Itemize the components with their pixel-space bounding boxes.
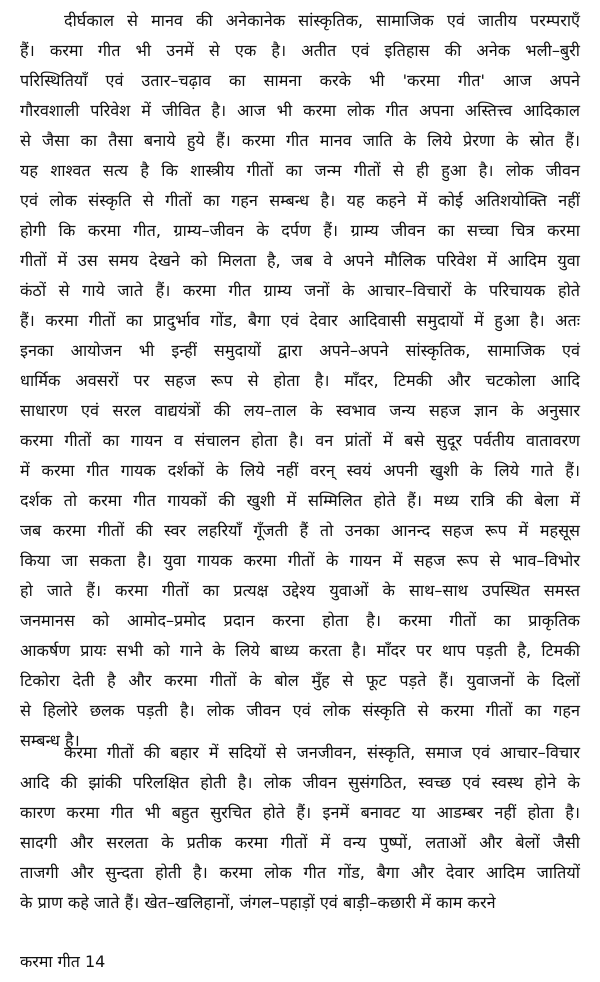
- text-line: परिस्थितियाँ एवं उतार–चढ़ाव का सामना करके भी 'करमा गीत' आज अपने: [20, 71, 580, 90]
- text-line: ताजगी और सुन्दता होती है। करमा लोक गीत गोंड, बैगा और देवार आदिम जातियों: [20, 863, 580, 882]
- text-line: से हिलोरे छलक पड़ती है। लोक जीवन एवं लोक संस्कृति से करमा गीतों का गहन: [20, 701, 580, 720]
- text-line: दीर्घकाल से मानव की अनेकानेक सांस्कृतिक, सामाजिक एवं जातीय परम्पराएँ: [64, 11, 580, 30]
- text-line: करमा गीतों की बहार में सदियों से जनजीवन, संस्कृति, समाज एवं आचार–विचार: [64, 743, 580, 762]
- text-line: किया जा सकता है। युवा गायक करमा गीतों के गायन में सहज रूप से भाव–विभोर: [20, 551, 580, 570]
- text-line: के प्राण कहे जाते हैं। खेत–खलिहानों, जंगल–पहाड़ों एवं बाड़ी–कछारी में काम करने: [20, 893, 496, 912]
- text-line: गीतों में उस समय देखने को मिलता है, जब वे अपने मौलिक परिवेश में आदिम युवा: [20, 251, 580, 270]
- text-line: दर्शक तो करमा गीत गायकों की खुशी में सम्मिलित होते हैं। मध्य रात्रि की बेला में: [20, 491, 580, 510]
- text-line: होगी कि करमा गीत, ग्राम्य–जीवन के दर्पण हैं। ग्राम्य जीवन का सच्चा चित्र करमा: [20, 221, 580, 240]
- text-line: एवं लोक संस्कृति से गीतों का गहन सम्बन्ध है। यह कहने में कोई अतिशयोक्ति नहीं: [20, 191, 580, 210]
- text-line: से जैसा का तैसा बनाये हुये हैं। करमा गीत मानव जाति के लिये प्रेरणा के स्रोत हैं।: [20, 131, 580, 150]
- text-line: कारण करमा गीत भी बहुत सुरचित होते हैं। इनमें बनावट या आडम्बर नहीं होता है।: [20, 803, 580, 822]
- text-line: सम्बन्ध है।: [20, 731, 80, 750]
- text-line: जब करमा गीतों की स्वर लहरियाँ गूँजती हैं तो उनका आनन्द सहज रूप में महसूस: [20, 521, 580, 540]
- text-line: कंठों से गाये जाते हैं। करमा गीत ग्राम्य जनों के आचार–विचारों के परिचायक होते: [20, 281, 580, 300]
- text-line: साधारण एवं सरल वाद्ययंत्रों की लय–ताल के स्वभाव जन्य सहज ज्ञान के अनुसार: [20, 401, 580, 420]
- text-line: गौरवशाली परिवेश में जीवित है। आज भी करमा लोक गीत अपना अस्तित्त्व आदिकाल: [20, 101, 580, 120]
- text-line: सादगी और सरलता के प्रतीक करमा गीतों में वन्य पुष्पों, लताओं और बेलों जैसी: [20, 833, 580, 852]
- text-line: धार्मिक अवसरों पर सहज रूप से होता है। माँदर, टिमकी और चटकोला आदि: [20, 371, 580, 390]
- text-line: आदि की झांकी परिलक्षित होती है। लोक जीवन सुसंगठित, स्वच्छ एवं स्वस्थ होने के: [20, 773, 580, 792]
- text-line: करमा गीतों का गायन व संचालन होता है। वन प्रांतों में बसे सुदूर पर्वतीय वातावरण: [20, 431, 580, 450]
- text-line: हैं। करमा गीत भी उनमें से एक है। अतीत एवं इतिहास की अनेक भली–बुरी: [20, 41, 580, 60]
- text-line: यह शाश्वत सत्य है कि शास्त्रीय गीतों का जन्म गीतों से ही हुआ है। लोक जीवन: [20, 161, 580, 180]
- text-line: आकर्षण प्रायः सभी को गाने के लिये बाध्य करता है। माँदर पर थाप पड़ती है, टिमकी: [20, 641, 580, 660]
- page-footer: करमा गीत 14: [20, 952, 106, 971]
- text-line: हो जाते हैं। करमा गीतों का प्रत्यक्ष उद्देश्य युवाओं के साथ–साथ उपस्थित समस्त: [20, 581, 580, 600]
- text-line: जनमानस को आमोद–प्रमोद प्रदान करना होता है। करमा गीतों का प्राकृतिक: [20, 611, 580, 630]
- text-line: हैं। करमा गीतों का प्रादुर्भाव गोंड, बैगा एवं देवार आदिवासी समुदायों में हुआ है। अतः: [20, 311, 580, 330]
- text-line: इनका आयोजन भी इन्हीं समुदायों द्वारा अपने–अपने सांस्कृतिक, सामाजिक एवं: [20, 341, 580, 360]
- text-line: टिकोरा देती है और करमा गीतों के बोल मुँह से फूट पड़ते हैं। युवाजनों के दिलों: [20, 671, 580, 690]
- text-line: में करमा गीत गायक दर्शकों के लिये नहीं वरन् स्वयं अपनी खुशी के लिये गाते हैं।: [20, 461, 580, 480]
